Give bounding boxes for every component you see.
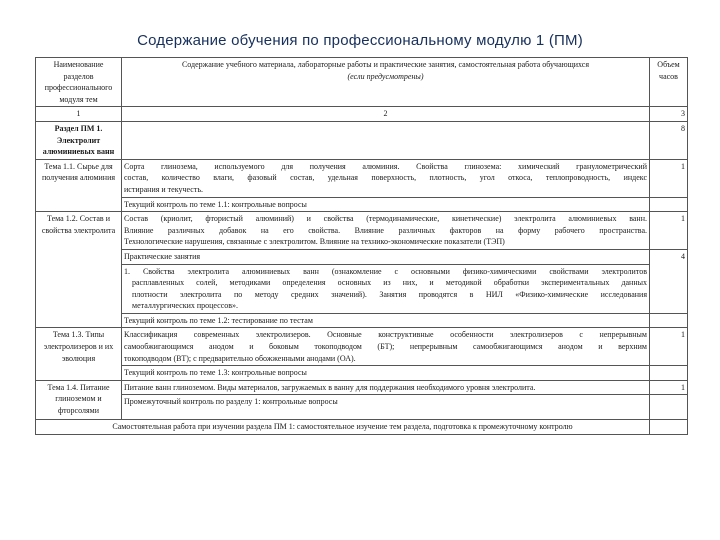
- hours-cell-empty: [650, 313, 688, 328]
- table-row: [36, 212, 688, 250]
- topic-content-cell: [122, 212, 650, 250]
- content-line: истирания и текучесть.: [124, 184, 203, 194]
- content-line: Состав (криолит, фтористый алюминий) и свойства (термодинамические, кинетические) электролита алюминиевых ванн.: [124, 214, 647, 224]
- control-text: Текущий контроль по теме 1.3: контрольные вопросы: [122, 366, 650, 381]
- content-line: Классификация современных электролизеров. Основные конструктивные особенности электролизеров с непрерывным: [124, 330, 647, 340]
- control-text: Промежуточный контроль по разделу 1: контрольные вопросы: [122, 395, 650, 420]
- section-row: [36, 121, 688, 159]
- content-line: Влияние различных добавок на его свойства. Влияние различных факторов на форму рабочего пространства.: [124, 225, 647, 235]
- column-number-1: 1: [36, 107, 122, 122]
- section-hours: 8: [650, 121, 688, 159]
- header-topic-label: Наименование разделов профессионального модуля тем: [44, 60, 113, 104]
- practice-line: плотности электролита по методу средних значений). Занятия проводятся в НИЛ «Физико-химические исследования: [132, 289, 647, 299]
- table-row: [36, 380, 688, 395]
- section-title: Раздел ПМ 1. Электролит алюминиевых ванн: [36, 121, 122, 159]
- topic-title: Тема 1.1. Сырье для получения алюминия: [36, 159, 122, 211]
- topic-title: Тема 1.4. Питание глиноземом и фторсолями: [36, 380, 122, 420]
- hours-cell-empty: [650, 197, 688, 212]
- practice-line: металлургических процессов».: [132, 301, 239, 311]
- column-number-3: 3: [650, 107, 688, 122]
- table-row: [36, 264, 688, 313]
- topic-title: Тема 1.3. Типы электролизеров и их эволюция: [36, 328, 122, 380]
- topic-content-cell: [122, 159, 650, 197]
- header-content-cell: [122, 58, 650, 107]
- practice-hours: 4: [650, 249, 688, 313]
- column-number-row: [36, 107, 688, 122]
- topic-hours: 1: [650, 380, 688, 395]
- practice-line: 1. Свойства электролита алюминиевых ванн (ознакомление с основными физико-химическими свойствами электролитов: [124, 266, 647, 276]
- table-row: [36, 366, 688, 381]
- self-study-text: Самостоятельная работа при изучении раздела ПМ 1: самостоятельное изучение тем раздела, подготовка к промежуточному контролю: [36, 420, 650, 435]
- control-text: Текущий контроль по теме 1.2: тестирование по тестам: [122, 313, 650, 328]
- column-number-2: 2: [122, 107, 650, 122]
- table-row: [36, 197, 688, 212]
- self-study-row: [36, 420, 688, 435]
- topic-title: Тема 1.2. Состав и свойства электролита: [36, 212, 122, 328]
- curriculum-table: [35, 57, 688, 435]
- content-line: Питание ванн глиноземом. Виды материалов, загружаемых в ванну для поддержания необходимого уровня электролита.: [124, 382, 536, 392]
- topic-content-cell: [122, 380, 650, 395]
- header-row: [36, 58, 688, 107]
- page-title: Содержание обучения по профессиональному модулю 1 (ПМ): [137, 32, 583, 49]
- topic-hours: 1: [650, 212, 688, 250]
- control-text: Текущий контроль по теме 1.1: контрольные вопросы: [122, 197, 650, 212]
- topic-hours: 1: [650, 159, 688, 197]
- table-row: [36, 159, 688, 197]
- header-content-label: Содержание учебного материала, лабораторные работы и практические занятия, самостоятельная работа обучающихся: [181, 60, 590, 69]
- topic-hours: 1: [650, 328, 688, 366]
- practice-content-cell: [122, 264, 650, 313]
- hours-cell-empty: [650, 366, 688, 381]
- hours-cell-empty: [650, 420, 688, 435]
- table-row: [36, 313, 688, 328]
- header-hours-cell: [650, 58, 688, 107]
- section-content-cell: [122, 121, 650, 159]
- table-row: [36, 395, 688, 420]
- header-topic-cell: [36, 58, 122, 107]
- hours-cell-empty: [650, 395, 688, 420]
- content-line: состав, количество влаги, фазовый состав, удельная поверхность, плотность, угол откоса, теплопроводность, индекс: [124, 173, 647, 183]
- topic-content-cell: [122, 328, 650, 366]
- content-line: токоподводом (ВТ); с предварительно обожженными анодами (ОА).: [124, 353, 356, 363]
- header-hours-label: Объем часов: [657, 60, 680, 81]
- table-row: [36, 328, 688, 366]
- header-content-sublabel: (если предусмотрены): [347, 71, 424, 81]
- table-row: [36, 249, 688, 264]
- practice-label: Практические занятия: [122, 249, 650, 264]
- content-line: Технологические нарушения, связанные с электролитом. Влияние на технико-экономические показатели (ТЭП): [124, 237, 505, 247]
- content-line: самообжигающимся анодом и боковым токоподводом (БТ); непрерывным самообжигающимся анодом и верхним: [124, 342, 647, 352]
- content-line: Сорта глинозема, используемого для получения алюминия. Свойства глинозема: химический гранулометрический: [124, 161, 647, 171]
- practice-line: расплавленных солей, методиками определения основных из них, и методикой обработки экспериментальных данных: [132, 278, 647, 288]
